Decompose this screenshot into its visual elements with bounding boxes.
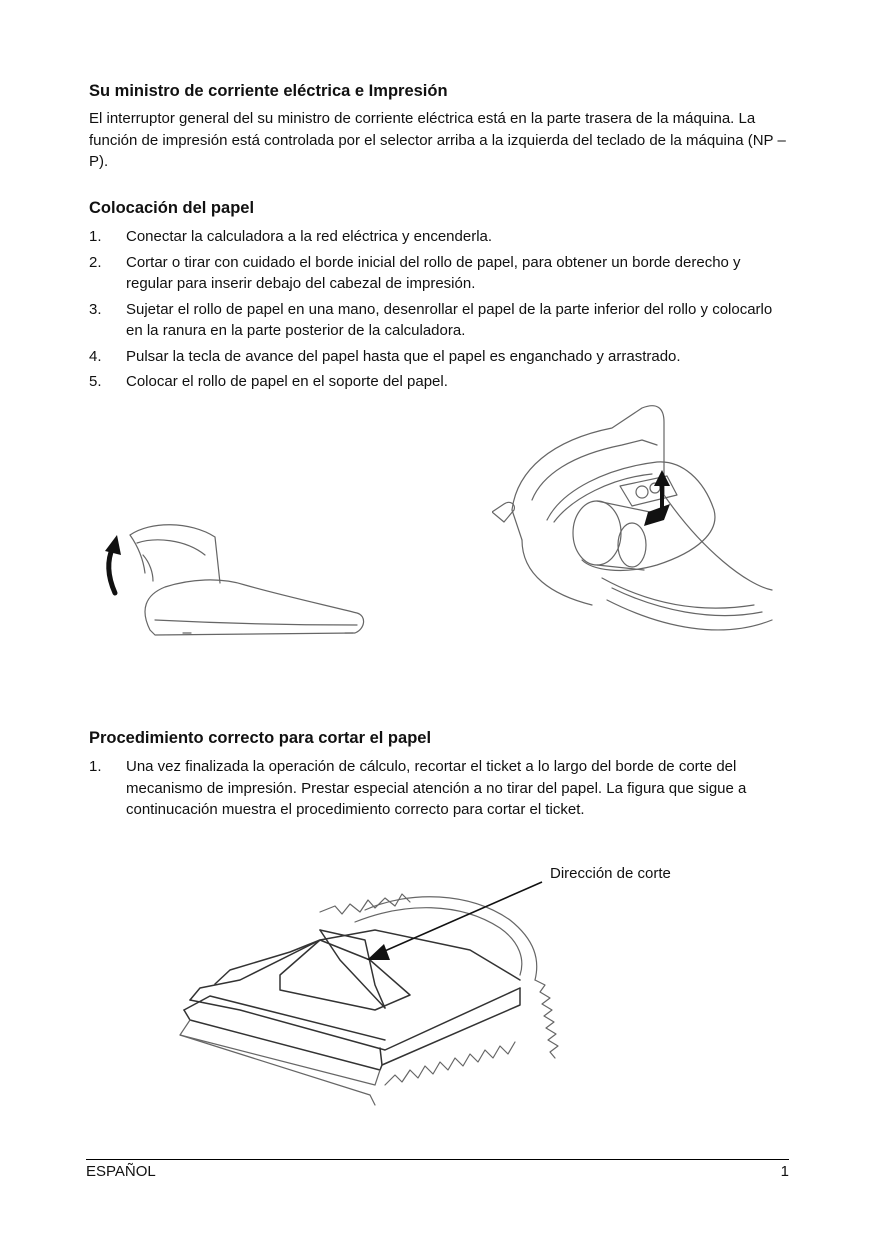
list-item: 3. Sujetar el rollo de papel en una mano, desenrollar el papel de la parte inferior del rollo y colocarlo en la ranura en la parte posterior de la calculadora. xyxy=(89,300,773,339)
figure-label-cut-direction: Dirección de corte xyxy=(550,865,671,882)
paper-cutting-illustration xyxy=(170,870,560,1110)
section-heading-paper-loading: Colocación del papel xyxy=(89,199,255,217)
footer-divider xyxy=(86,1159,789,1160)
list-item: 5. Colocar el rollo de papel en el soporte del papel. xyxy=(89,373,448,390)
footer-language: ESPAÑOL xyxy=(86,1163,156,1180)
page-number: 1 xyxy=(780,1163,789,1180)
list-item: 2. Cortar o tirar con cuidado el borde inicial del rollo de papel, para obtener un borde derecho y regular para inserir debajo del cabezal de impresión. xyxy=(89,253,741,292)
list-item: 4. Pulsar la tecla de avance del papel hasta que el papel es enganchado y arrastrado. xyxy=(89,347,681,365)
printer-mechanism-illustration xyxy=(492,400,777,645)
paper-loading-steps xyxy=(89,226,789,397)
list-item: 1. Conectar la calculadora a la red eléctrica y encenderla. xyxy=(89,228,493,245)
cutting-steps xyxy=(89,756,789,825)
section-body-power-print: El interruptor general del su ministro de corriente eléctrica está en la parte trasera de la máquina. La función de impresión está controlada por el selector arriba a la izquierda del teclado de la máquina (NP – P). xyxy=(89,110,786,170)
list-item: 1. Una vez finalizada la operación de cálculo, recortar el ticket a lo largo del borde de corte del mecanismo de impresión. Prestar especial atención a no tirar del papel. La figura que sigue a continucación muestra el procedimiento correcto para cortar el ticket. xyxy=(89,758,747,818)
section-heading-power-print: Su ministro de corriente eléctrica e Impresión xyxy=(89,82,448,100)
calculator-side-illustration xyxy=(95,515,375,645)
section-heading-cutting-paper: Procedimiento correcto para cortar el papel xyxy=(89,729,432,747)
